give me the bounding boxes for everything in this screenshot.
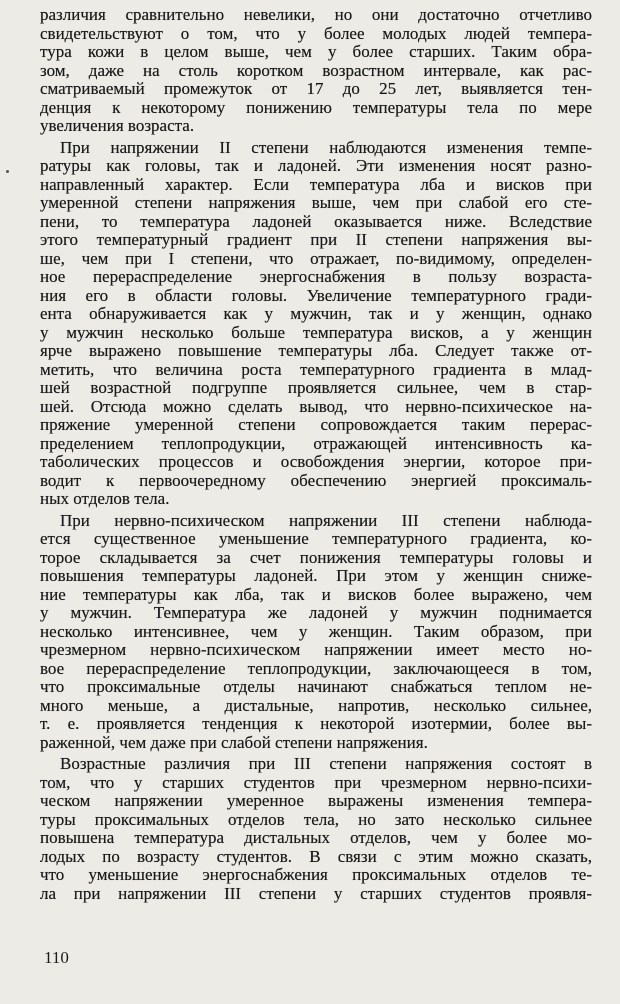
text-line: водит к первоочередному обеспечению энергией проксималь- (40, 471, 592, 490)
text-line: что проксимальные отделы начинают снабжаться теплом не- (40, 678, 592, 696)
text-line: тура кожи в целом выше, чем у более старших. Таким обра- (40, 43, 592, 61)
text-line: чрезмерном нервно-психическом напряжении имеет место но- (40, 641, 592, 659)
text-line: у мужчин несколько больше температура висков, а у женщин (40, 323, 592, 342)
text-line: денция к некоторому понижению температуры тела по мере (40, 98, 592, 117)
text-line: шей. Отсюда можно сделать вывод, что нервно-психическое на- (40, 397, 592, 416)
text-line: ратуры как головы, так и ладоней. Эти изменения носят разно- (40, 157, 592, 175)
text-line: ние температуры как лба, так и висков более выражено, чем (40, 585, 592, 604)
text-line: таболических процессов и освобождения энергии, которое при- (40, 453, 592, 471)
text-line: повышена температура дистальных отделов, чем у более мо- (40, 829, 592, 847)
text-line: направленный характер. Если температура лба и висков при (40, 175, 592, 194)
text-line: несколько интенсивнее, чем у женщин. Таким образом, при (40, 622, 592, 641)
text-line: ное перераспределение энергоснабжения в пользу возраста- (40, 268, 592, 286)
text-line: том, что у старших студентов при чрезмерном нервно-психи- (40, 773, 592, 792)
text-line: ла при напряжении III степени у старших студентов проявля- (40, 884, 592, 903)
text-line: сматриваемый промежуток от 17 до 25 лет, выявляется тен- (40, 80, 592, 98)
text-line: у мужчин. Температура же ладоней у мужчин поднимается (40, 604, 592, 622)
text-line: При нервно-психическом напряжении III степени наблюда- (60, 511, 592, 530)
text-line: шей возрастной подгруппе проявляется сильнее, чем в стар- (40, 379, 592, 397)
text-line: много меньше, а дистальные, напротив, несколько сильнее, (40, 696, 592, 715)
text-line: туры проксимальных отделов тела, но зато несколько сильнее (40, 810, 592, 829)
paragraph-2 (40, 139, 592, 509)
text-line: лодых по возрасту студентов. В связи с этим можно сказать, (40, 847, 592, 866)
paragraph-3 (40, 512, 592, 753)
text-line: умеренной степени напряжения выше, чем при слабой его сте- (40, 194, 592, 212)
text-line: метить, что величина роста температурного градиента в млад- (40, 360, 592, 379)
text-line: ярче выражено повышение температуры лба. Следует также от- (40, 342, 592, 360)
text-line: что уменьшение энергоснабжения проксимальных отделов те- (40, 866, 592, 884)
text-line: ческом напряжении умеренное выражены изменения темпера- (40, 792, 592, 810)
text-line: повышения температуры ладоней. При этом у женщин сниже- (40, 567, 592, 585)
text-line: пени, то температура ладоней оказывается ниже. Вследствие (40, 212, 592, 231)
text-line: пряжение умеренной степени сопровождается таким перерас- (40, 416, 592, 434)
text-line: Возрастные различия при III степени напряжения состоят в (60, 755, 592, 773)
text-line: увеличения возраста. (40, 117, 195, 135)
text-line: вое перераспределение теплопродукции, заключающееся в том, (40, 659, 592, 678)
text-line: зом, даже на столь коротком возрастном интервале, как рас- (40, 61, 592, 80)
paragraph-1 (40, 6, 592, 136)
text-line: раженной, чем даже при слабой степени напряжения. (40, 733, 428, 752)
page-text (40, 6, 592, 906)
text-line: ных отделов тела. (40, 490, 170, 508)
paragraph-4 (40, 755, 592, 903)
text-line: ше, чем при I степени, что отражает, по-видимому, определен- (40, 249, 592, 268)
text-line: т. е. проявляется тенденция к некоторой изотермии, более вы- (40, 715, 592, 733)
page-number: 110 (44, 948, 69, 967)
text-line: ется существенное уменьшение температурного градиента, ко- (40, 530, 592, 548)
text-line: пределением теплопродукции, отражающей интенсивность ка- (40, 434, 592, 453)
text-line: ента обнаруживается как у мужчин, так и у женщин, однако (40, 305, 592, 323)
text-line: свидетельствуют о том, что у более молодых людей темпера- (40, 24, 592, 43)
text-line: этого температурный градиент при II степени напряжения вы- (40, 231, 592, 249)
text-line: ния его в области головы. Увеличение температурного гради- (40, 286, 592, 305)
text-line: торое складывается за счет понижения температуры головы и (40, 548, 592, 567)
text-line: различия сравнительно невелики, но они достаточно отчетливо (40, 6, 592, 24)
scan-speck (6, 170, 9, 173)
text-line: При напряжении II степени наблюдаются изменения темпе- (60, 138, 592, 157)
